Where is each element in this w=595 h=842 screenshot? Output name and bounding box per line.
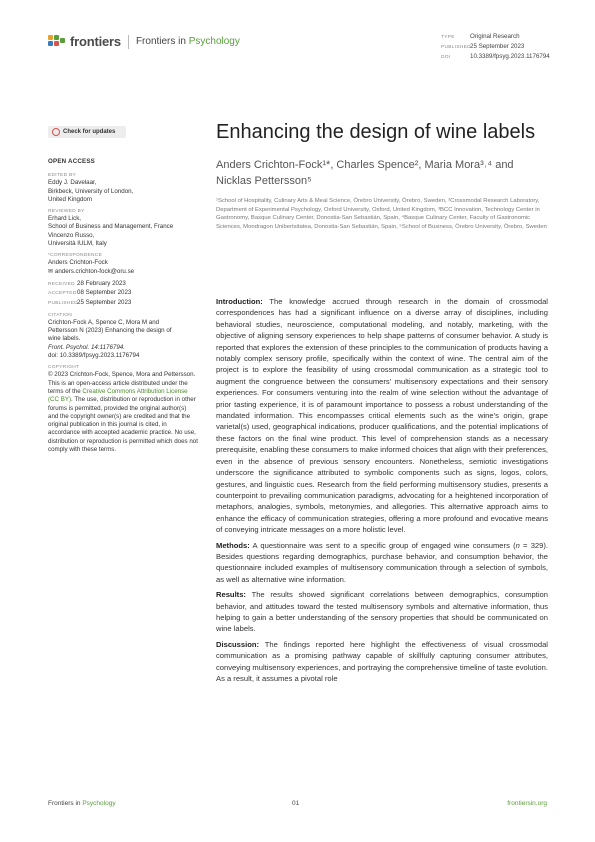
- correspondence-label: *CORRESPONDENCE: [48, 253, 103, 259]
- reviewer-line: School of Business and Management, France: [48, 223, 174, 231]
- abstract-discussion: [216, 639, 548, 685]
- published-label: PUBLISHED: [441, 45, 471, 51]
- citation-label: CITATION: [48, 312, 73, 318]
- received-label: RECEIVED: [48, 281, 75, 287]
- frontiers-logo[interactable]: [48, 34, 240, 49]
- correspondence-email-row[interactable]: [48, 268, 198, 276]
- frontiers-logo-icon: [48, 35, 66, 49]
- published-value: 25 September 2023: [470, 43, 525, 51]
- brand-name: frontiers: [70, 34, 121, 49]
- abstract-methods: [216, 540, 548, 586]
- journal-title: Psychology: [188, 36, 240, 47]
- received-date: 28 February 2023: [77, 279, 126, 287]
- editor-line: Eddy J. Davelaar,: [48, 179, 97, 187]
- methods-text-b: = 329). Besides questions regarding demographics, purchase behavior, and consumption behavior, the questionnaire included examples of multisensory communication through a selection of symbols, as well as alternative wine information.: [216, 540, 549, 584]
- footer-site-link[interactable]: frontiersin.org: [507, 800, 547, 807]
- journal-prefix: Frontiers in: [135, 36, 186, 47]
- footer-journal-prefix: Frontiers in: [48, 800, 81, 807]
- abstract-results: [216, 589, 548, 635]
- editor-line: Birkbeck, University of London,: [48, 187, 134, 195]
- results-text: The results showed significant correlations between demographics, consumption behavior, and attitudes toward the tested multisensory symbols and alternative information, thus helping to gain a better understanding of the sensory properties that should be communicated on wine labels.: [216, 590, 548, 634]
- journal-name: [136, 36, 240, 47]
- update-icon: [52, 128, 60, 136]
- reviewed-by-label: REVIEWED BY: [48, 209, 85, 215]
- doi-label: DOI: [441, 55, 451, 61]
- affiliations: ¹School of Hospitality, Culinary Arts & Meal Science, Örebro University, Örebro, Sweden, ²Crossmodal Research Laboratory, Department of Experimental Psychology, Oxford University, Oxford, United Kingdom, ³BCC Innovation, Technology Center in Gastronomy, Basque Culinary Center, Donostia-San Sebastián, Spain, ⁴Basque Culinary Center, Faculty of Gastronomic Sciences, Mondragon Unibertsitatea, Donostia-San Sebastián, Spain, ⁵School of Business, Örebro University, Örebro, Sweden: [216, 198, 547, 230]
- reviewer-line: Vincenzo Russo,: [48, 231, 95, 239]
- published-date: 25 September 2023: [77, 298, 132, 306]
- abstract: [216, 296, 548, 688]
- article-title: Enhancing the design of wine labels: [216, 121, 536, 143]
- citation-line: wine labels.: [48, 335, 81, 343]
- type-value: Original Research: [470, 33, 520, 40]
- editor-line: United Kingdom: [48, 195, 93, 203]
- results-heading: Results:: [216, 590, 246, 600]
- discussion-text: The findings reported here highlight the effectiveness of visual crossmodal communication as a promising pathway capable of skillfully capturing consumer attributes, conveying multisensory experiences, and portraying the comprehensive timeline of taste evolution. As a result, it assumes a pivotal role: [216, 639, 548, 683]
- copyright-text-b: . The use, distribution or reproduction in other forums is permitted, provided the original author(s) and the copyright owner(s) are credited and that the original publication in this journal is cited, in accordance with accepted academic practice. No use, distribution or reproduction is permitted which does not comply with these terms.: [48, 396, 198, 454]
- methods-heading: Methods:: [216, 540, 250, 550]
- correspondence-name: Anders Crichton-Fock: [48, 259, 108, 267]
- footer-journal: [48, 800, 116, 807]
- article-header: [216, 120, 548, 231]
- accepted-label: ACCEPTED: [48, 291, 77, 297]
- correspondence-email[interactable]: anders.crichton-fock@oru.se: [54, 267, 135, 275]
- footer-journal-name: Psychology: [82, 800, 116, 807]
- edited-by-label: EDITED BY: [48, 173, 77, 179]
- open-access-label: OPEN ACCESS: [48, 158, 96, 165]
- reviewer-line: Erhard Lick,: [48, 215, 82, 223]
- check-for-updates-button[interactable]: [48, 126, 126, 138]
- copyright-label: COPYRIGHT: [48, 365, 80, 371]
- intro-heading: Introduction:: [216, 297, 263, 306]
- published-label: PUBLISHED: [48, 300, 78, 306]
- article-sidebar: [48, 158, 198, 454]
- article-meta: [441, 32, 591, 63]
- reviewer-line: Università IULM, Italy: [48, 240, 107, 248]
- citation-line: Crichton-Fock A, Spence C, Mora M and: [48, 318, 160, 326]
- article-dates: [48, 280, 198, 308]
- accepted-date: 08 September 2023: [77, 289, 132, 297]
- mail-icon: ✉: [48, 267, 54, 275]
- citation-line: Front. Psychol. 14:1176794.: [48, 343, 125, 351]
- logo-divider: [128, 35, 129, 49]
- methods-n: n: [515, 540, 520, 550]
- intro-text: The knowledge accrued through research in the domain of crossmodal correspondences has had a significant influence on a diverse array of disciplines, including behavioral studies, neuroscience, computational modeling, and notably, marketing, with the objective of aligning sensory experiences to help shape patterns of consumer behavior. A study is reported that explores the extension of these principles to the communication of products having a notably complex sensory profile, specifically within the context of wine. The central aim of the project is to explore the feasibility of using crossmodal communication as a strategic tool to augment the congruence between the consumers' multisensory expectations and their sensory experiences. For consumers venturing into the realm of wine selection without the advantage of prior tasting experience, it is of paramount importance to possess a robust understanding of the mandated information. This encompasses critical elements such as the wine's origin, grape varietal(s) used, geographical indications, producer qualifications, and the potential implications of these factors on the final wine product. This level of comprehension stands as a necessary prerequisite, enabling these consumers to make informed choices that align with their preferences, even in the absence of previous sensory encounters. Nonetheless, semiotic investigations underscore the significance attributed to symbolic components such as signs, logos, colors, gestures, and linguistic cues. Research from the field performing multisensory studies, presents a counterpoint to prevailing communication paradigms, advocating for a heightened incorporation of metaphors, analogies, symbols, metonymies, and allegories. This alternative approach aims to enhance the efficacy of communication strategies, offering a more profound and evocative means of conveying intricate messages on a more holistic level.: [216, 297, 548, 535]
- check-for-updates-label: Check for updates: [63, 129, 116, 135]
- citation-doi[interactable]: doi: 10.3389/fpsyg.2023.1176794: [48, 352, 140, 360]
- page-number: 01: [292, 800, 300, 807]
- methods-text-a: A questionnaire was sent to a specific group of engaged wine consumers (: [249, 540, 516, 550]
- author-list: Anders Crichton-Fock¹*, Charles Spence², Maria Mora³˒⁴ and Nicklas Pettersson⁵: [216, 159, 514, 187]
- type-label: TYPE: [441, 35, 455, 40]
- license-link[interactable]: Creative Commons Attribution License (CC BY): [48, 387, 188, 404]
- abstract-introduction: [216, 296, 548, 536]
- citation-line: Pettersson N (2023) Enhancing the design of: [48, 327, 172, 335]
- copyright-text-a: © 2023 Crichton-Fock, Spence, Mora and Pettersson. This is an open-access article distributed under the terms of the: [48, 371, 196, 395]
- doi-value[interactable]: 10.3389/fpsyg.2023.1176794: [470, 53, 550, 61]
- discussion-heading: Discussion:: [216, 639, 260, 649]
- copyright-text: [48, 371, 198, 454]
